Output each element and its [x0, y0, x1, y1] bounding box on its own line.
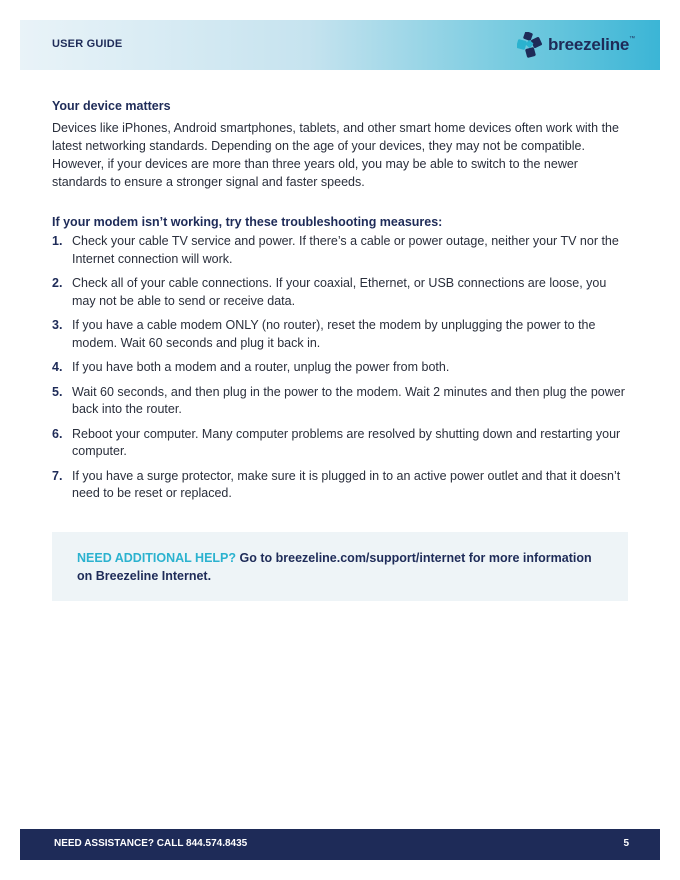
- section-title: Your device matters: [52, 99, 171, 113]
- logo-wordmark: breezeline: [548, 35, 630, 54]
- breezeline-logo-icon: [517, 32, 543, 58]
- step-item: [52, 384, 632, 419]
- step-item: [52, 426, 632, 461]
- help-link-text[interactable]: Go to breezeline.com/support/internet for more information on Breezeline Internet.: [77, 551, 592, 583]
- step-text: Wait 60 seconds, and then plug in the power to the modem. Wait 2 minutes and then plug the power back into the router.: [72, 384, 625, 416]
- section-body: Devices like iPhones, Android smartphones, tablets, and other smart home devices often work with the latest networking standards. Depending on the age of your devices, they may not be compatible. However, if your devices are more than three years old, you may be able to switch to the newer standards to ensure a stronger signal and faster speeds.: [52, 121, 619, 189]
- step-number: 7.: [52, 468, 63, 483]
- troubleshooting-steps: [52, 233, 632, 503]
- page-header: [20, 20, 660, 70]
- step-item: [52, 275, 632, 310]
- step-number: 5.: [52, 384, 63, 399]
- step-number: 2.: [52, 276, 63, 290]
- step-number: 3.: [52, 318, 63, 332]
- page-number: 5: [623, 838, 629, 849]
- step-text: If you have both a modem and a router, unplug the power from both.: [72, 360, 450, 374]
- step-text: Reboot your computer. Many computer problems are resolved by shutting down and restarting your computer.: [72, 426, 621, 458]
- step-number: 6.: [52, 426, 63, 441]
- help-text: [77, 549, 597, 585]
- header-label: USER GUIDE: [52, 38, 123, 50]
- main-content: [52, 97, 632, 510]
- step-text: Check all of your cable connections. If your coaxial, Ethernet, or USB connections are loose, you may not be able to send or receive data.: [72, 276, 607, 308]
- page-footer: [20, 829, 660, 860]
- step-item: [52, 233, 632, 268]
- step-text: If you have a surge protector, make sure it is plugged in to an active power outlet and that it doesn’t need to be reset or replaced.: [72, 468, 621, 500]
- step-text: Check your cable TV service and power. If there’s a cable or power outage, neither your TV nor the Internet connection will work.: [72, 234, 619, 266]
- help-callout: [52, 532, 628, 601]
- help-accent: NEED ADDITIONAL HELP?: [77, 551, 237, 565]
- troubleshooting-title: If your modem isn’t working, try these troubleshooting measures:: [52, 215, 443, 229]
- step-item: [52, 317, 632, 352]
- footer-assistance: NEED ASSISTANCE? CALL 844.574.8435: [54, 838, 248, 849]
- step-item: [52, 468, 632, 503]
- step-text: If you have a cable modem ONLY (no router), reset the modem by unplugging the power to the modem. Wait 60 seconds and plug it back in.: [72, 318, 596, 350]
- logo-trademark: ™: [629, 36, 636, 42]
- breezeline-logo: [517, 32, 635, 58]
- step-item: [52, 359, 632, 377]
- step-number: 1.: [52, 234, 63, 248]
- step-number: 4.: [52, 360, 63, 374]
